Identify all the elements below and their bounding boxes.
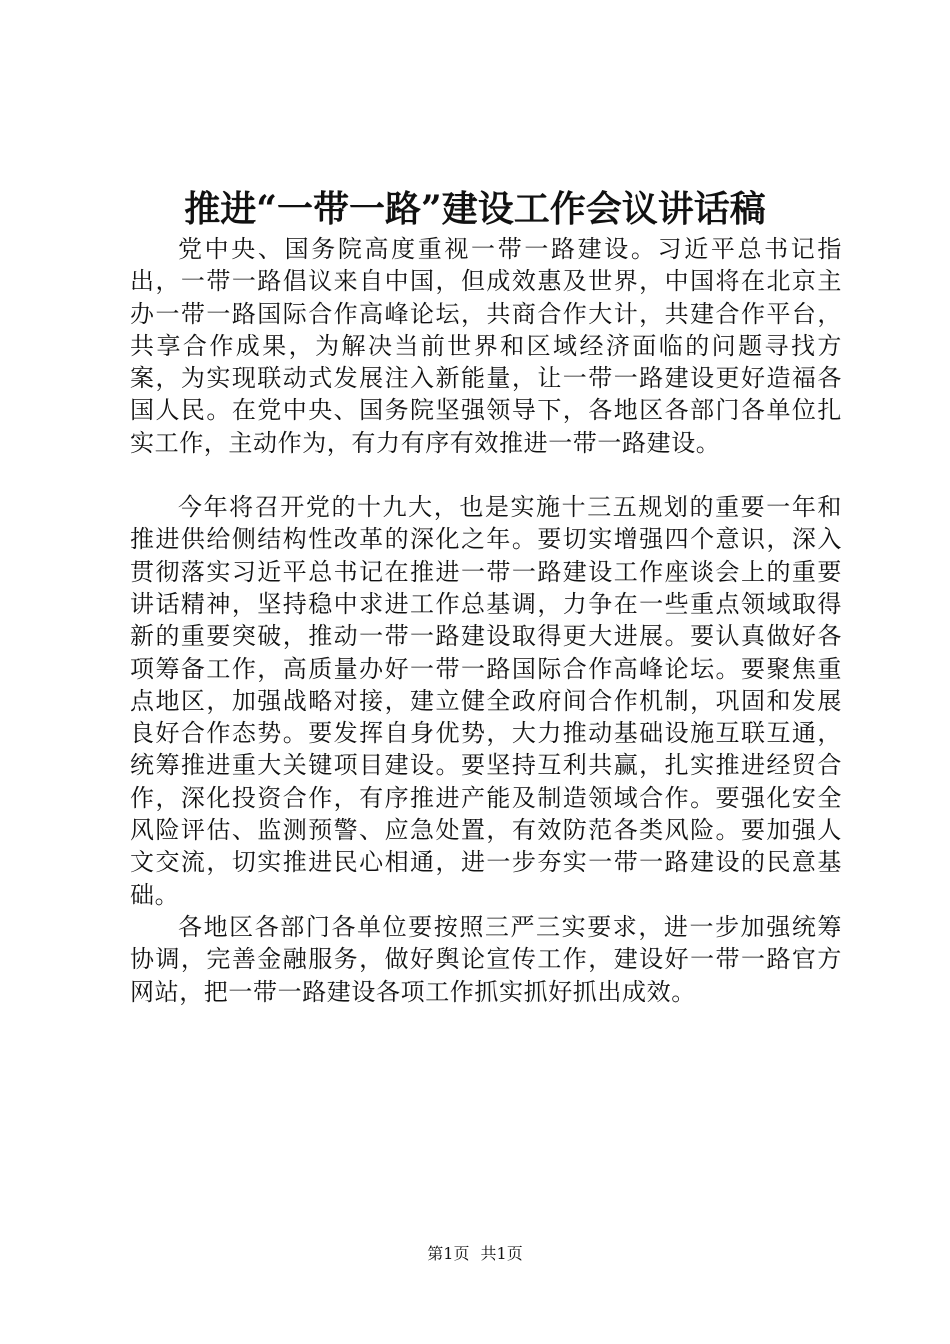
- page-number: 第1页: [427, 1244, 470, 1263]
- paragraph-1: 党中央、国务院高度重视一带一路建设。习近平总书记指出，一带一路倡议来自中国，但成效惠及世界，中国将在北京主办一带一路国际合作高峰论坛，共商合作大计，共建合作平台，共享合作成果，为解决当前世界和区域经济面临的问题寻找方案，为实现联动式发展注入新能量，让一带一路建设更好造福各国人民。在党中央、国务院坚强领导下，各地区各部门各单位扎实工作，主动作为，有力有序有效推进一带一路建设。: [130, 235, 842, 457]
- paragraph-3: 各地区各部门各单位要按照三严三实要求，进一步加强统筹协调，完善金融服务，做好舆论宣传工作，建设好一带一路官方网站，把一带一路建设各项工作抓实抓好抓出成效。: [130, 912, 842, 1006]
- page-footer: [0, 1242, 950, 1266]
- document-body: [130, 233, 842, 1008]
- paragraph-2: 今年将召开党的十九大，也是实施十三五规划的重要一年和推进供给侧结构性改革的深化之年。要切实增强四个意识，深入贯彻落实习近平总书记在推进一带一路建设工作座谈会上的重要讲话精神，坚持稳中求进工作总基调，力争在一些重点领域取得新的重要突破，推动一带一路建设取得更大进展。要认真做好各项筹备工作，高质量办好一带一路国际合作高峰论坛。要聚焦重点地区，加强战略对接，建立健全政府间合作机制，巩固和发展良好合作态势。要发挥自身优势，大力推动基础设施互联互通，统筹推进重大关键项目建设。要坚持互利共赢，扎实推进经贸合作，深化投资合作，有序推进产能及制造领域合作。要强化安全风险评估、监测预警、应急处置，有效防范各类风险。要加强人文交流，切实推进民心相通，进一步夯实一带一路建设的民意基础。: [130, 493, 842, 909]
- page-total: 共1页: [480, 1244, 523, 1263]
- document-title: 推进“一带一路”建设工作会议讲话稿: [184, 188, 766, 230]
